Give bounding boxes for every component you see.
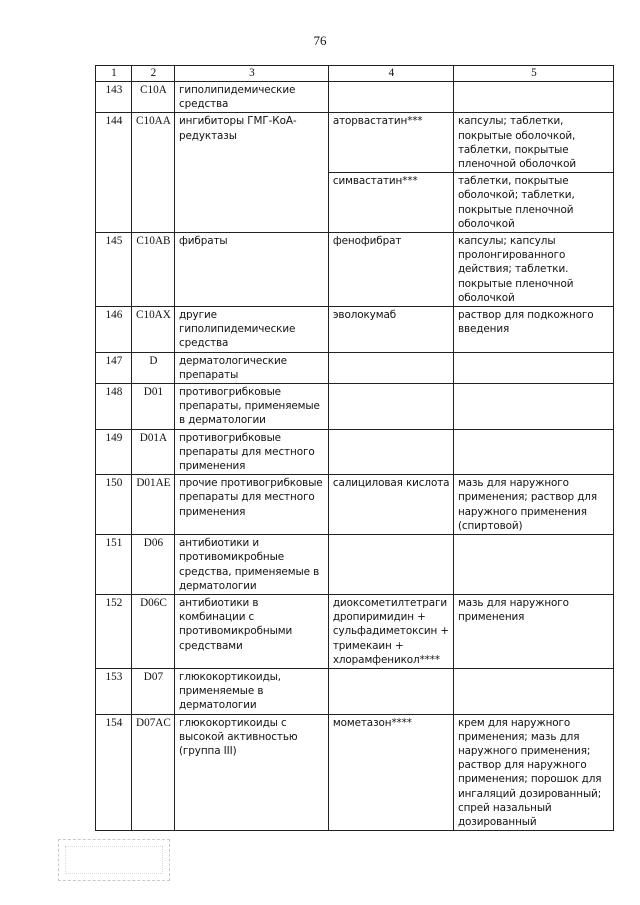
stamp-mark: [58, 839, 170, 881]
atc-code: C10AA: [131, 113, 174, 233]
drug-name: [328, 82, 453, 113]
atc-code: D: [131, 352, 174, 383]
drug-name: [328, 352, 453, 383]
row-number: 147: [96, 352, 132, 383]
dosage-form: раствор для подкожного введения: [453, 307, 613, 353]
drug-name: симвастатин***: [328, 173, 453, 233]
dosage-form: капсулы; таблетки, покрытые оболочкой, таблетки, покрытые пленочной оболочкой: [453, 113, 613, 173]
table-row: [96, 475, 614, 535]
row-number: 145: [96, 233, 132, 307]
column-header: 4: [328, 66, 453, 82]
drug-name: [328, 384, 453, 430]
atc-code: D07AC: [131, 714, 174, 831]
atc-code: D01A: [131, 429, 174, 475]
drug-name: фенофибрат: [328, 233, 453, 307]
atc-code: D07: [131, 668, 174, 714]
row-number: 151: [96, 535, 132, 595]
row-number: 154: [96, 714, 132, 831]
atc-code: C10A: [131, 82, 174, 113]
dosage-form: [453, 535, 613, 595]
atc-code: D01: [131, 384, 174, 430]
group-name: прочие противогрибковые препараты для местного применения: [174, 475, 328, 535]
column-header: 1: [96, 66, 132, 82]
group-name: противогрибковые препараты для местного применения: [174, 429, 328, 475]
drug-name: [328, 535, 453, 595]
group-name: глюкокортикоиды, применяемые в дерматологии: [174, 668, 328, 714]
row-number: 150: [96, 475, 132, 535]
table-body: [96, 82, 614, 831]
page-number: 76: [313, 33, 327, 48]
drug-name: [328, 668, 453, 714]
table-row: [96, 352, 614, 383]
group-name: другие гиполипидемические средства: [174, 307, 328, 353]
dosage-form: [453, 384, 613, 430]
table-row: [96, 594, 614, 668]
group-name: дерматологические препараты: [174, 352, 328, 383]
drug-list-table: [95, 65, 614, 831]
row-number: 143: [96, 82, 132, 113]
dosage-form: [453, 668, 613, 714]
dosage-form: мазь для наружного применения: [453, 594, 613, 668]
dosage-form: капсулы; капсулы пролонгированного действия; таблетки. покрытые пленочной оболочкой: [453, 233, 613, 307]
row-number: 152: [96, 594, 132, 668]
drug-name: диоксометилтетраги дропиримидин + сульфадиметоксин + тримекаин + хлорамфеникол****: [328, 594, 453, 668]
group-name: гиполипидемические средства: [174, 82, 328, 113]
dosage-form: [453, 429, 613, 475]
table-row: [96, 113, 614, 173]
atc-code: D01AE: [131, 475, 174, 535]
drug-name: [328, 429, 453, 475]
table-row: [96, 384, 614, 430]
group-name: антибиотики в комбинации с противомикробными средствами: [174, 594, 328, 668]
row-number: 146: [96, 307, 132, 353]
table-row: [96, 429, 614, 475]
atc-code: C10AB: [131, 233, 174, 307]
dosage-form: мазь для наружного применения; раствор для наружного применения (спиртовой): [453, 475, 613, 535]
column-header: 5: [453, 66, 613, 82]
row-number: 144: [96, 113, 132, 233]
table-row: [96, 535, 614, 595]
atc-code: C10AX: [131, 307, 174, 353]
table-header-row: [96, 66, 614, 82]
group-name: ингибиторы ГМГ-КоА-редуктазы: [174, 113, 328, 233]
dosage-form: таблетки, покрытые оболочкой; таблетки, покрытые пленочной оболочкой: [453, 173, 613, 233]
table-row: [96, 668, 614, 714]
column-header: 3: [174, 66, 328, 82]
dosage-form: крем для наружного применения; мазь для наружного применения; раствор для наружного применения; порошок для ингаляций дозированный; спрей назальный дозированный: [453, 714, 613, 831]
table-row: [96, 307, 614, 353]
group-name: противогрибковые препараты, применяемые в дерматологии: [174, 384, 328, 430]
atc-code: D06C: [131, 594, 174, 668]
drug-name: эволокумаб: [328, 307, 453, 353]
group-name: антибиотики и противомикробные средства, применяемые в дерматологии: [174, 535, 328, 595]
drug-name: салициловая кислота: [328, 475, 453, 535]
drug-name: аторвастатин***: [328, 113, 453, 173]
row-number: 149: [96, 429, 132, 475]
group-name: глюкокортикоиды с высокой активностью (группа III): [174, 714, 328, 831]
dosage-form: [453, 82, 613, 113]
row-number: 148: [96, 384, 132, 430]
drug-name: мометазон****: [328, 714, 453, 831]
table-row: [96, 82, 614, 113]
table-row: [96, 233, 614, 307]
dosage-form: [453, 352, 613, 383]
atc-code: D06: [131, 535, 174, 595]
row-number: 153: [96, 668, 132, 714]
group-name: фибраты: [174, 233, 328, 307]
table-row: [96, 714, 614, 831]
column-header: 2: [131, 66, 174, 82]
